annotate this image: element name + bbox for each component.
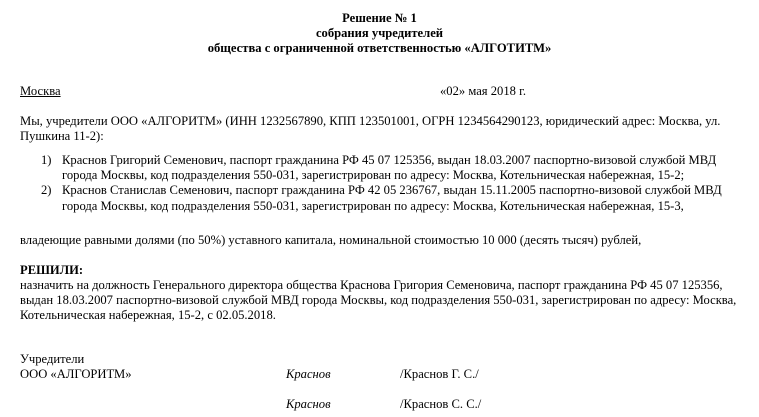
title-line-2: собрания учредителей	[315, 26, 444, 40]
intro-line-1: Мы, учредители ООО «АЛГОРИТМ» (ИНН 1232567890, КПП 123501001, ОГРН 1234564290123, юридический адрес: Москва, ул.	[20, 114, 721, 128]
signatures-label-line-1: Учредители	[20, 352, 85, 366]
signatory-name: /Краснов Г. С./	[400, 367, 479, 381]
founder-line-1: Краснов Григорий Семенович, паспорт гражданина РФ 45 07 125356, выдан 18.03.2007 паспортно-визовой службой МВД	[62, 153, 717, 167]
signatures-label-line-2: ООО «АЛГОРИТМ»	[20, 367, 132, 381]
signature: Краснов	[286, 367, 331, 381]
founder-number: 2)	[41, 183, 52, 197]
intro-line-2: Пушкина 11-2):	[20, 129, 104, 143]
decision-line-3: Котельническая набережная, 15-2, с 02.05.2018.	[20, 308, 276, 322]
decision-line-2: выдан 18.03.2007 паспортно-визовой службой МВД города Москвы, код подразделения 550-031, зарегистрирован по адресу: Москва,	[20, 293, 737, 307]
signatory-name: /Краснов С. С./	[400, 397, 482, 411]
founder-line-2: города Москвы, код подразделения 550-031, зарегистрирован по адресу: Москва, Котельническая набережная, 15-3,	[62, 199, 684, 213]
founder-line-1: Краснов Станислав Семенович, паспорт гражданина РФ 42 05 236767, выдан 15.11.2005 паспортно-визовой службой МВД	[62, 183, 722, 197]
founder-line-2: города Москвы, код подразделения 550-031, зарегистрирован по адресу: Москва, Котельническая набережная, 15-2;	[62, 168, 685, 182]
city: Москва	[20, 84, 61, 98]
document-date: «02» мая 2018 г.	[440, 84, 526, 98]
shares-text: владеющие равными долями (по 50%) уставного капитала, номинальной стоимостью 10 000 (десять тысяч) рублей,	[20, 233, 642, 247]
decision-heading: РЕШИЛИ:	[20, 263, 84, 277]
decision-line-1: назначить на должность Генерального директора общества Краснова Григория Семеновича, паспорт гражданина РФ 45 07 125356,	[20, 278, 723, 292]
title-line-3: общества с ограниченной ответственностью «АЛГОТИТМ»	[207, 41, 552, 55]
signature: Краснов	[286, 397, 331, 411]
title-line-1: Решение № 1	[342, 11, 417, 25]
founder-number: 1)	[41, 153, 52, 167]
